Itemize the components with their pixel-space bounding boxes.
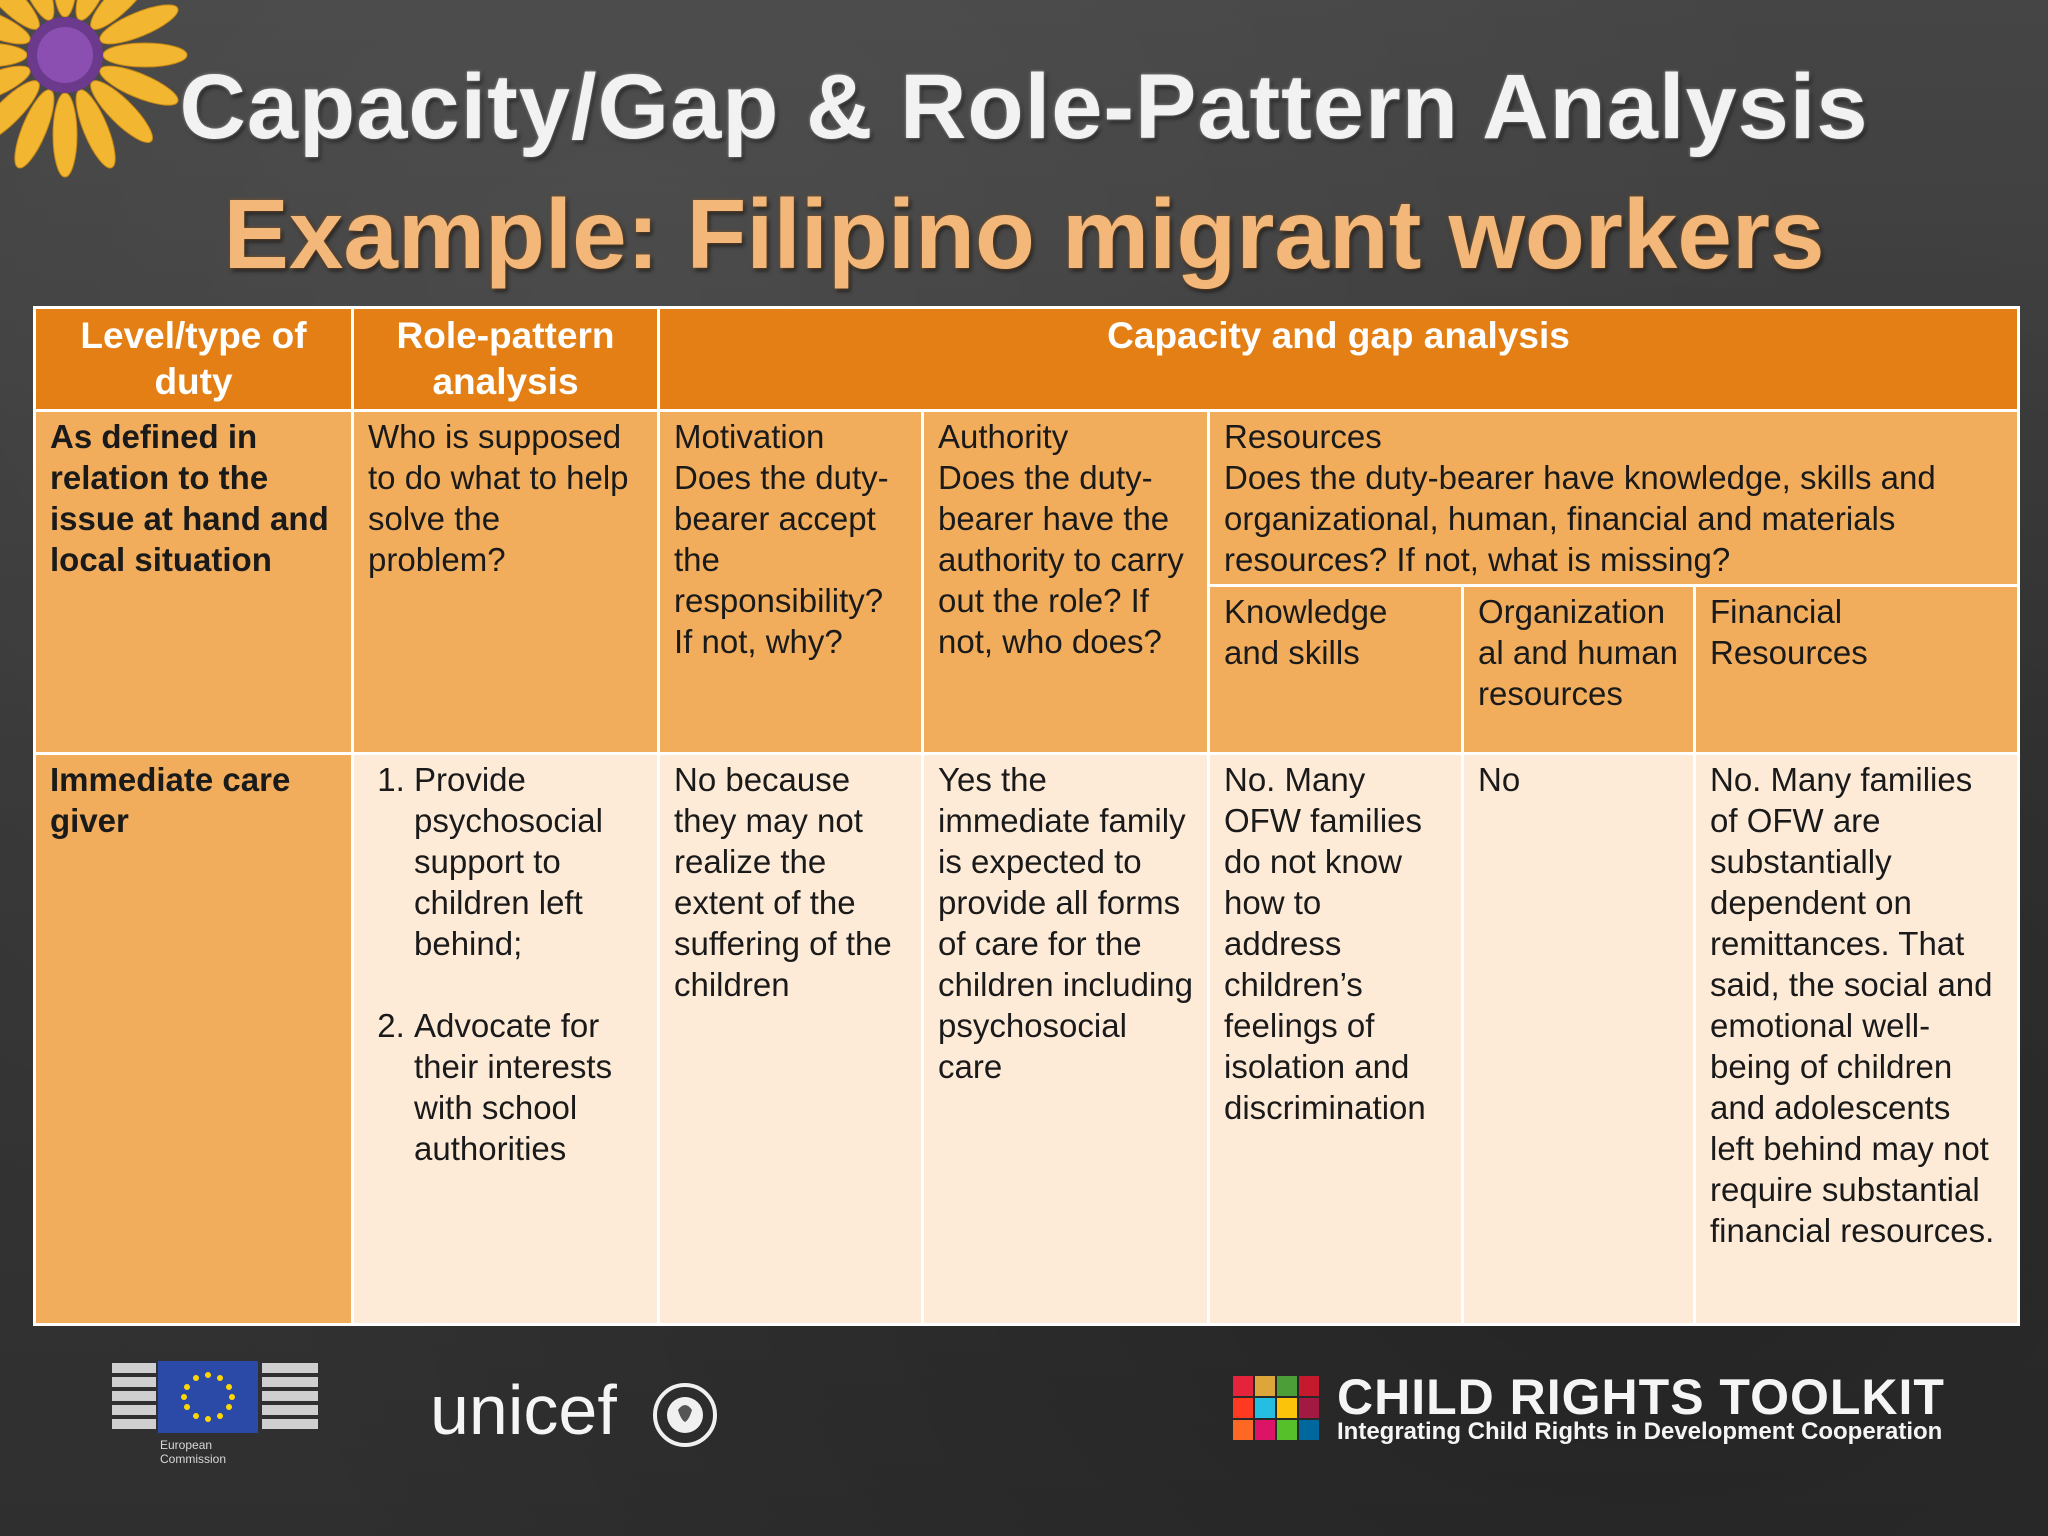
- child-rights-toolkit-title: CHILD RIGHTS TOOLKIT: [1337, 1369, 1945, 1425]
- definition-level: As defined in relation to the issue at hand and local situation: [35, 411, 353, 754]
- example-authority: Yes the immediate family is expected to provide all forms of care for the children including psychosocial care: [923, 754, 1209, 1325]
- unicef-wordmark: unicef: [430, 1371, 617, 1449]
- header-row: [35, 308, 2019, 411]
- slide-subtitle: Example: Filipino migrant workers: [223, 179, 1825, 289]
- unicef-globe-icon: [650, 1380, 720, 1450]
- subheader-knowledge: Knowledge and skills: [1209, 586, 1463, 754]
- list-item: 1. Provide psychosocial support to children left behind;: [414, 759, 643, 964]
- example-organizational: No: [1463, 754, 1695, 1325]
- definition-role: Who is supposed to do what to help solve the problem?: [353, 411, 659, 754]
- example-financial: No. Many families of OFW are substantially dependent on remittances. That said, the social and emotional well-being of children and adolescents left behind may not require substantial financial resources.: [1695, 754, 2019, 1325]
- definition-resources: Resources Does the duty-bearer have knowledge, skills and organizational, human, financial and materials resources? If not, what is missing?: [1209, 411, 2019, 586]
- role-list: [364, 759, 643, 1169]
- child-rights-toolkit-logo-icon: [1233, 1376, 1321, 1440]
- header-level: Level/type of duty: [35, 308, 353, 411]
- example-role: [353, 754, 659, 1325]
- list-item: 2. Advocate for their interests with school authorities: [414, 1005, 643, 1169]
- definition-row: [35, 411, 2019, 586]
- subheader-financial: Financial Resources: [1695, 586, 2019, 754]
- example-motivation: No because they may not realize the extent of the suffering of the children: [659, 754, 923, 1325]
- header-capacity: Capacity and gap analysis: [659, 308, 2019, 411]
- european-commission-label: European Commission: [160, 1438, 227, 1466]
- subheader-organizational: Organization al and human resources: [1463, 586, 1695, 754]
- definition-motivation: Motivation Does the duty-bearer accept the responsibility? If not, why?: [659, 411, 923, 754]
- analysis-table: [33, 306, 2020, 1326]
- definition-authority: Authority Does the duty-bearer have the authority to carry out the role? If not, who does?: [923, 411, 1209, 754]
- example-row: [35, 754, 2019, 1325]
- example-level: Immediate care giver: [35, 754, 353, 1325]
- child-rights-toolkit-subtitle: Integrating Child Rights in Development Cooperation: [1337, 1418, 1943, 1445]
- header-role: Role-pattern analysis: [353, 308, 659, 411]
- slide-title: Capacity/Gap & Role-Pattern Analysis: [179, 56, 1869, 158]
- example-knowledge: No. Many OFW families do not know how to address children’s feelings of isolation and discrimination: [1209, 754, 1463, 1325]
